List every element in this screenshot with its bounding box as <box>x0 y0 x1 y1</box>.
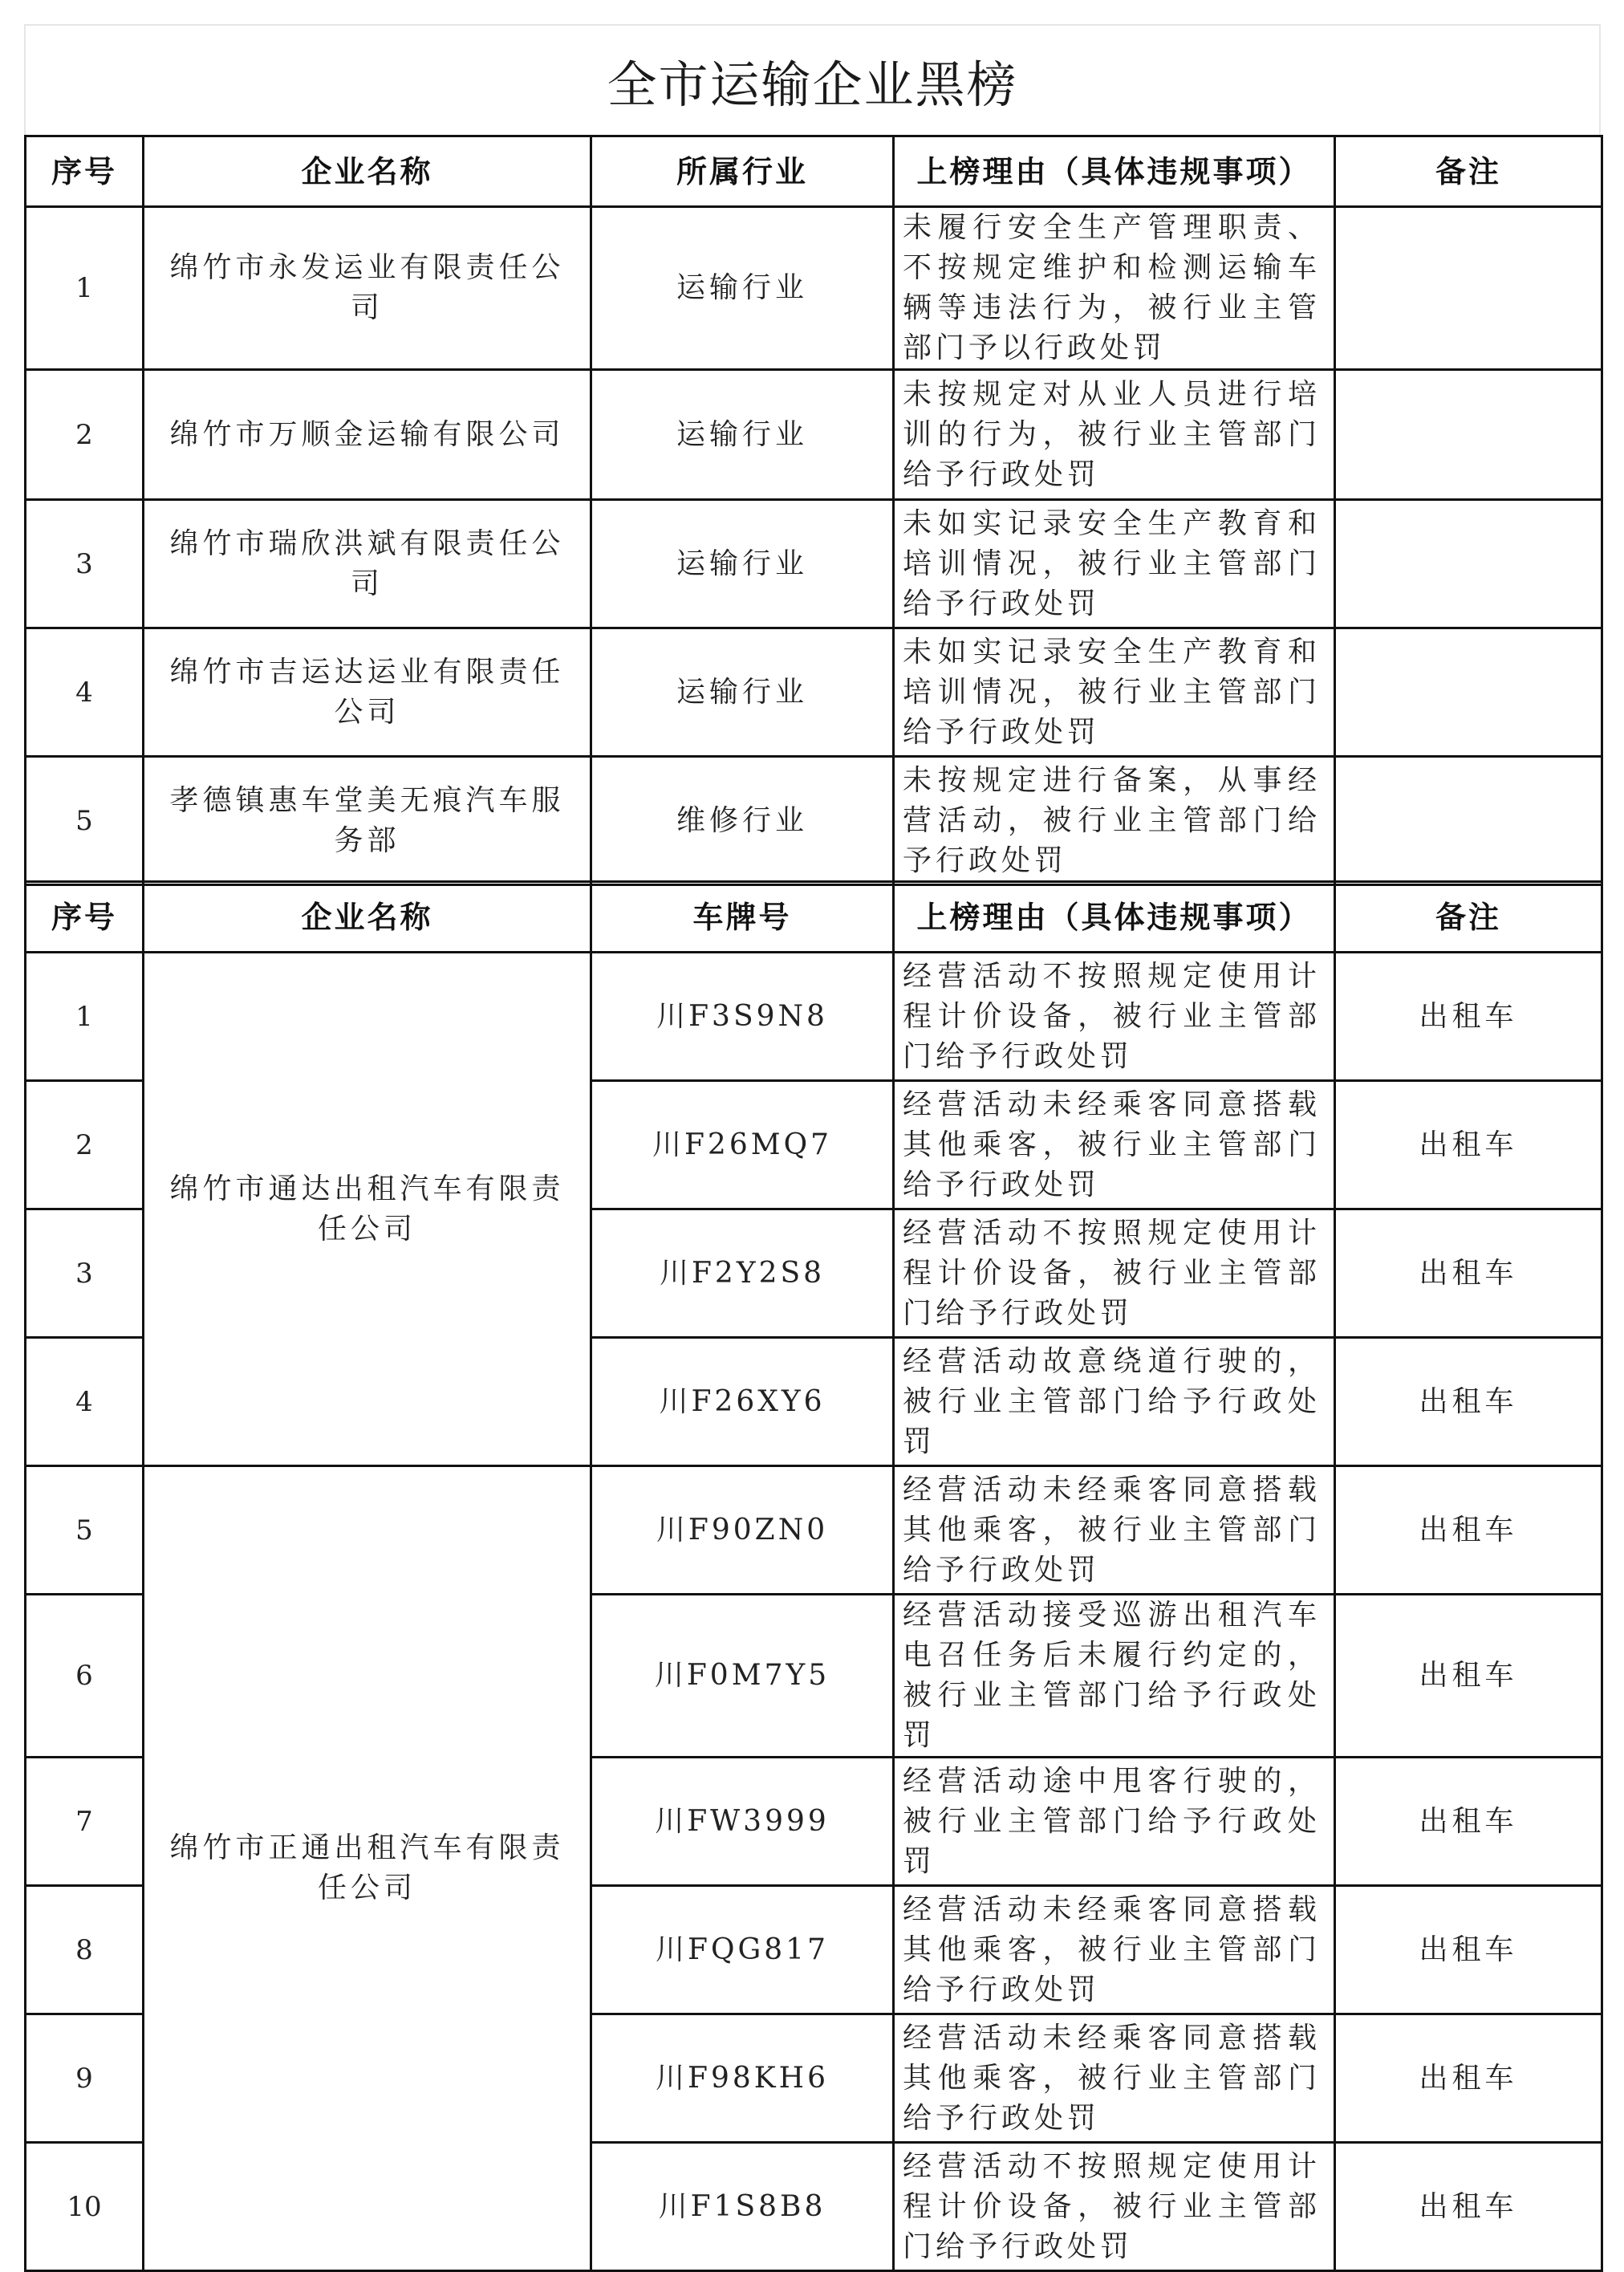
seq-cell: 1 <box>26 207 144 370</box>
company-cell: 绵竹市正通出租汽车有限责任公司 <box>144 1466 591 2271</box>
reason-cell: 未履行安全生产管理职责、不按规定维护和检测运输车辆等违法行为，被行业主管部门予以行政处罚 <box>894 207 1335 370</box>
remark-cell <box>1335 370 1602 500</box>
table-row <box>26 757 1602 885</box>
seq-cell: 5 <box>26 757 144 885</box>
reason-cell: 未按规定进行备案，从事经营活动，被行业主管部门给予行政处罚 <box>894 757 1335 885</box>
header-remark: 备注 <box>1335 882 1602 953</box>
reason-cell: 经营活动未经乘客同意搭载其他乘客，被行业主管部门给予行政处罚 <box>894 1466 1335 1595</box>
seq-cell: 8 <box>26 1886 144 2014</box>
vehicle-blacklist-table <box>24 880 1603 2272</box>
reason-cell: 经营活动接受巡游出租汽车电召任务后未履行约定的，被行业主管部门给予行政处罚 <box>894 1595 1335 1758</box>
plate-cell: 川F90ZN0 <box>591 1466 894 1595</box>
reason-cell: 经营活动未经乘客同意搭载其他乘客，被行业主管部门给予行政处罚 <box>894 2014 1335 2143</box>
seq-cell: 7 <box>26 1758 144 1886</box>
plate-cell: 川F26XY6 <box>591 1338 894 1466</box>
remark-cell <box>1335 628 1602 757</box>
remark-cell: 出租车 <box>1335 1758 1602 1886</box>
plate-cell: 川F0M7Y5 <box>591 1595 894 1758</box>
reason-cell: 经营活动不按照规定使用计程计价设备，被行业主管部门给予行政处罚 <box>894 2143 1335 2271</box>
header-company: 企业名称 <box>144 882 591 953</box>
company-cell: 绵竹市万顺金运输有限公司 <box>144 370 591 500</box>
remark-cell: 出租车 <box>1335 1886 1602 2014</box>
remark-cell <box>1335 207 1602 370</box>
table-row <box>26 628 1602 757</box>
header-plate: 车牌号 <box>591 882 894 953</box>
reason-cell: 经营活动未经乘客同意搭载其他乘客，被行业主管部门给予行政处罚 <box>894 1886 1335 2014</box>
seq-cell: 3 <box>26 500 144 628</box>
table-row <box>26 1466 1602 1595</box>
reason-cell: 未按规定对从业人员进行培训的行为，被行业主管部门给予行政处罚 <box>894 370 1335 500</box>
seq-cell: 6 <box>26 1595 144 1758</box>
plate-cell: 川F2Y2S8 <box>591 1209 894 1338</box>
table-row <box>26 953 1602 1081</box>
seq-cell: 2 <box>26 1081 144 1209</box>
header-seq: 序号 <box>26 882 144 953</box>
seq-cell: 1 <box>26 953 144 1081</box>
remark-cell: 出租车 <box>1335 1595 1602 1758</box>
remark-cell: 出租车 <box>1335 1466 1602 1595</box>
industry-cell: 运输行业 <box>591 370 894 500</box>
enterprise-blacklist-table <box>24 135 1603 886</box>
reason-cell: 经营活动不按照规定使用计程计价设备，被行业主管部门给予行政处罚 <box>894 953 1335 1081</box>
industry-cell: 运输行业 <box>591 628 894 757</box>
title-box <box>24 24 1601 135</box>
header-reason: 上榜理由（具体违规事项） <box>894 136 1335 207</box>
header-company: 企业名称 <box>144 136 591 207</box>
seq-cell: 5 <box>26 1466 144 1595</box>
remark-cell: 出租车 <box>1335 1338 1602 1466</box>
header-seq: 序号 <box>26 136 144 207</box>
industry-cell: 运输行业 <box>591 207 894 370</box>
table-row <box>26 207 1602 370</box>
header-remark: 备注 <box>1335 136 1602 207</box>
header-reason: 上榜理由（具体违规事项） <box>894 882 1335 953</box>
seq-cell: 10 <box>26 2143 144 2271</box>
plate-cell: 川F98KH6 <box>591 2014 894 2143</box>
remark-cell: 出租车 <box>1335 953 1602 1081</box>
reason-cell: 未如实记录安全生产教育和培训情况，被行业主管部门给予行政处罚 <box>894 628 1335 757</box>
company-cell: 绵竹市吉运达运业有限责任公司 <box>144 628 591 757</box>
plate-cell: 川F26MQ7 <box>591 1081 894 1209</box>
reason-cell: 经营活动不按照规定使用计程计价设备，被行业主管部门给予行政处罚 <box>894 1209 1335 1338</box>
industry-cell: 运输行业 <box>591 500 894 628</box>
reason-cell: 经营活动未经乘客同意搭载其他乘客，被行业主管部门给予行政处罚 <box>894 1081 1335 1209</box>
industry-cell: 维修行业 <box>591 757 894 885</box>
document-title: 全市运输企业黑榜 <box>607 55 1018 114</box>
remark-cell <box>1335 500 1602 628</box>
company-cell: 绵竹市永发运业有限责任公司 <box>144 207 591 370</box>
reason-cell: 经营活动途中甩客行驶的，被行业主管部门给予行政处罚 <box>894 1758 1335 1886</box>
seq-cell: 9 <box>26 2014 144 2143</box>
company-cell: 绵竹市通达出租汽车有限责任公司 <box>144 953 591 1466</box>
remark-cell: 出租车 <box>1335 2143 1602 2271</box>
table-row <box>26 370 1602 500</box>
seq-cell: 4 <box>26 1338 144 1466</box>
company-cell: 孝德镇惠车堂美无痕汽车服务部 <box>144 757 591 885</box>
reason-cell: 经营活动故意绕道行驶的，被行业主管部门给予行政处罚 <box>894 1338 1335 1466</box>
plate-cell: 川FQG817 <box>591 1886 894 2014</box>
remark-cell: 出租车 <box>1335 1209 1602 1338</box>
seq-cell: 4 <box>26 628 144 757</box>
seq-cell: 3 <box>26 1209 144 1338</box>
reason-cell: 未如实记录安全生产教育和培训情况，被行业主管部门给予行政处罚 <box>894 500 1335 628</box>
remark-cell: 出租车 <box>1335 2014 1602 2143</box>
table-header-row <box>26 882 1602 953</box>
header-industry: 所属行业 <box>591 136 894 207</box>
table-row <box>26 500 1602 628</box>
plate-cell: 川F3S9N8 <box>591 953 894 1081</box>
remark-cell <box>1335 757 1602 885</box>
remark-cell: 出租车 <box>1335 1081 1602 1209</box>
seq-cell: 2 <box>26 370 144 500</box>
plate-cell: 川FW3999 <box>591 1758 894 1886</box>
plate-cell: 川F1S8B8 <box>591 2143 894 2271</box>
company-cell: 绵竹市瑞欣洪斌有限责任公司 <box>144 500 591 628</box>
table-header-row <box>26 136 1602 207</box>
